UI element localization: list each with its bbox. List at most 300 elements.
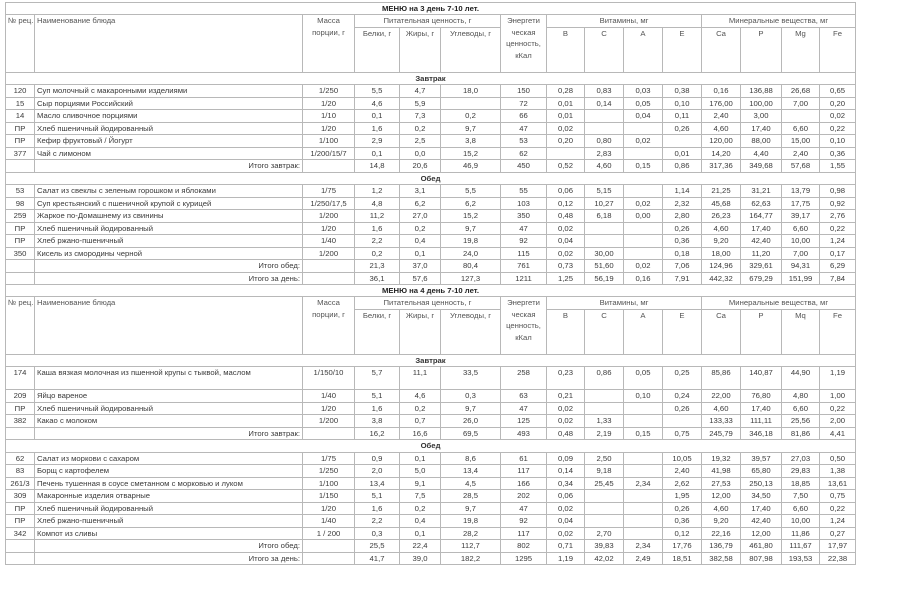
value-b: 0,01	[547, 97, 585, 110]
value-ca: 26,23	[702, 210, 741, 223]
portion-mass: 1/10	[303, 110, 355, 123]
total-p: 349,68	[741, 160, 782, 173]
value-protein: 5,5	[355, 85, 400, 98]
value-ca: 19,32	[702, 452, 741, 465]
total-ca: 245,79	[702, 427, 741, 440]
value-b: 0,09	[547, 452, 585, 465]
dish-name: Хлеб пшеничный йодированный	[35, 122, 303, 135]
header-fe: Fe	[820, 309, 856, 354]
day-total-e: 18,51	[663, 552, 702, 565]
value-p: 100,00	[741, 97, 782, 110]
total-p: 346,18	[741, 427, 782, 440]
day-total-c: 56,19	[585, 272, 624, 285]
recipe-number: ПР	[6, 235, 35, 248]
total-carbs: 80,4	[441, 260, 501, 273]
value-c	[585, 222, 624, 235]
value-protein: 5,1	[355, 490, 400, 503]
value-fe: 0,17	[820, 247, 856, 260]
value-fat: 3,1	[400, 185, 441, 198]
meal-heading-row	[6, 354, 856, 367]
value-p: 17,40	[741, 402, 782, 415]
value-b: 0,14	[547, 465, 585, 478]
recipe-number: 83	[6, 465, 35, 478]
value-fat: 9,1	[400, 477, 441, 490]
empty-cell	[303, 272, 355, 285]
meal-heading: Завтрак	[6, 72, 856, 85]
value-c: 6,18	[585, 210, 624, 223]
portion-mass: 1/100	[303, 477, 355, 490]
recipe-number: ПР	[6, 502, 35, 515]
value-ca: 18,00	[702, 247, 741, 260]
total-protein: 14,8	[355, 160, 400, 173]
total-c: 51,60	[585, 260, 624, 273]
value-fat: 0,1	[400, 247, 441, 260]
value-ca: 22,16	[702, 527, 741, 540]
value-c	[585, 122, 624, 135]
meal-heading: Обед	[6, 172, 856, 185]
value-e: 0,18	[663, 247, 702, 260]
total-carbs: 46,9	[441, 160, 501, 173]
dish-name: Хлеб ржано-пшеничный	[35, 515, 303, 528]
value-mg: 15,00	[782, 135, 820, 148]
value-carbs: 19,8	[441, 235, 501, 248]
dish-name: Какао с молоком	[35, 415, 303, 428]
value-mg: 7,50	[782, 490, 820, 503]
value-energy: 47	[501, 122, 547, 135]
value-p: 17,40	[741, 122, 782, 135]
meal-heading: Завтрак	[6, 354, 856, 367]
value-fe: 0,10	[820, 135, 856, 148]
day-title: МЕНЮ на 3 день 7-10 лет.	[6, 3, 856, 15]
value-mg: 11,86	[782, 527, 820, 540]
meal-heading-row	[6, 172, 856, 185]
value-energy: 117	[501, 527, 547, 540]
value-a: 0,05	[624, 367, 663, 390]
empty-cell	[6, 260, 35, 273]
day-total-a: 0,16	[624, 272, 663, 285]
value-a: 0,02	[624, 197, 663, 210]
value-a: 0,10	[624, 390, 663, 403]
total-a: 0,15	[624, 427, 663, 440]
value-fat: 0,4	[400, 235, 441, 248]
total-mg: 94,31	[782, 260, 820, 273]
value-carbs: 8,6	[441, 452, 501, 465]
value-fe: 13,61	[820, 477, 856, 490]
total-c: 39,83	[585, 540, 624, 553]
value-carbs: 6,2	[441, 197, 501, 210]
header-mass: Масса порции, г	[303, 297, 355, 355]
value-mg: 27,03	[782, 452, 820, 465]
portion-mass: 1/150/10	[303, 367, 355, 390]
value-protein: 2,0	[355, 465, 400, 478]
dish-row	[6, 402, 856, 415]
recipe-number: ПР	[6, 515, 35, 528]
value-mg: 4,80	[782, 390, 820, 403]
value-c: 0,14	[585, 97, 624, 110]
value-c: 2,83	[585, 147, 624, 160]
total-e: 0,75	[663, 427, 702, 440]
value-e: 2,40	[663, 465, 702, 478]
header-row	[6, 15, 856, 28]
dish-name: Салат из свеклы с зеленым горошком и яблоками	[35, 185, 303, 198]
value-c: 30,00	[585, 247, 624, 260]
value-fat: 0,7	[400, 415, 441, 428]
dish-row	[6, 185, 856, 198]
value-ca: 4,60	[702, 122, 741, 135]
empty-cell	[303, 260, 355, 273]
value-ca: 22,00	[702, 390, 741, 403]
value-p: 111,11	[741, 415, 782, 428]
dish-row	[6, 97, 856, 110]
header-vit-c: C	[585, 27, 624, 72]
value-mg: 25,56	[782, 415, 820, 428]
value-protein: 1,2	[355, 185, 400, 198]
value-carbs: 0,2	[441, 110, 501, 123]
value-b	[547, 147, 585, 160]
header-energy: Энергети ческая ценность, кКал	[501, 297, 547, 355]
value-carbs: 15,2	[441, 147, 501, 160]
total-energy: 761	[501, 260, 547, 273]
day-total-fat: 39,0	[400, 552, 441, 565]
value-mg: 13,79	[782, 185, 820, 198]
dish-row	[6, 415, 856, 428]
portion-mass: 1/75	[303, 185, 355, 198]
empty-cell	[303, 427, 355, 440]
day-total-energy: 1211	[501, 272, 547, 285]
value-c: 5,15	[585, 185, 624, 198]
header-fat: Жиры, г	[400, 27, 441, 72]
value-a: 0,00	[624, 210, 663, 223]
value-c: 9,18	[585, 465, 624, 478]
value-fat: 0,4	[400, 515, 441, 528]
header-mass: Масса порции, г	[303, 15, 355, 73]
portion-mass: 1/250/17,5	[303, 197, 355, 210]
empty-cell	[303, 552, 355, 565]
recipe-number: ПР	[6, 222, 35, 235]
value-protein: 2,2	[355, 235, 400, 248]
value-fe: 0,75	[820, 490, 856, 503]
recipe-number: 62	[6, 452, 35, 465]
total-a: 2,34	[624, 540, 663, 553]
dish-name: Макаронные изделия отварные	[35, 490, 303, 503]
empty-cell	[6, 427, 35, 440]
value-fe: 0,22	[820, 402, 856, 415]
dish-name: Хлеб пшеничный йодированный	[35, 402, 303, 415]
header-energy: Энергети ческая ценность, кКал	[501, 15, 547, 73]
value-a	[624, 402, 663, 415]
value-e: 0,12	[663, 527, 702, 540]
total-c: 4,60	[585, 160, 624, 173]
dish-name: Хлеб пшеничный йодированный	[35, 502, 303, 515]
value-fe: 0,22	[820, 122, 856, 135]
day-total-carbs: 182,2	[441, 552, 501, 565]
value-b: 0,02	[547, 247, 585, 260]
value-e: 0,26	[663, 122, 702, 135]
dish-row	[6, 452, 856, 465]
value-energy: 55	[501, 185, 547, 198]
day-total-row	[6, 552, 856, 565]
dish-row	[6, 235, 856, 248]
total-ca: 136,79	[702, 540, 741, 553]
portion-mass: 1/40	[303, 390, 355, 403]
day-total-p: 807,98	[741, 552, 782, 565]
value-a: 2,34	[624, 477, 663, 490]
total-e: 17,76	[663, 540, 702, 553]
value-mg: 26,68	[782, 85, 820, 98]
day-total-c: 42,02	[585, 552, 624, 565]
value-e: 0,26	[663, 222, 702, 235]
total-energy: 493	[501, 427, 547, 440]
total-energy: 802	[501, 540, 547, 553]
value-b: 0,12	[547, 197, 585, 210]
value-fe: 0,98	[820, 185, 856, 198]
value-b: 0,34	[547, 477, 585, 490]
day-total-carbs: 127,3	[441, 272, 501, 285]
value-fe: 1,38	[820, 465, 856, 478]
meal-total-label: Итого завтрак:	[35, 160, 303, 173]
value-ca: 4,60	[702, 402, 741, 415]
total-e: 7,06	[663, 260, 702, 273]
header-name: Наименование блюда	[35, 297, 303, 355]
dish-name: Масло сливочное порциями	[35, 110, 303, 123]
portion-mass: 1/250	[303, 85, 355, 98]
dish-row	[6, 110, 856, 123]
value-b: 0,02	[547, 527, 585, 540]
value-energy: 47	[501, 402, 547, 415]
empty-cell	[6, 272, 35, 285]
header-carbs: Углеводы, г	[441, 309, 501, 354]
total-protein: 25,5	[355, 540, 400, 553]
day-total-p: 679,29	[741, 272, 782, 285]
recipe-number: 377	[6, 147, 35, 160]
header-vit-a: A	[624, 309, 663, 354]
value-p: 62,63	[741, 197, 782, 210]
day-total-fat: 57,6	[400, 272, 441, 285]
value-p: 39,57	[741, 452, 782, 465]
dish-name: Хлеб ржано-пшеничный	[35, 235, 303, 248]
header-carbs: Углеводы, г	[441, 27, 501, 72]
header-protein: Белки, г	[355, 27, 400, 72]
value-e: 0,36	[663, 515, 702, 528]
total-mg: 111,67	[782, 540, 820, 553]
value-mg: 6,60	[782, 502, 820, 515]
value-p: 17,40	[741, 222, 782, 235]
value-a	[624, 527, 663, 540]
dish-row	[6, 490, 856, 503]
value-ca: 0,16	[702, 85, 741, 98]
recipe-number: 309	[6, 490, 35, 503]
value-carbs: 26,0	[441, 415, 501, 428]
day-total-mg: 193,53	[782, 552, 820, 565]
recipe-number: 259	[6, 210, 35, 223]
portion-mass: 1/150	[303, 490, 355, 503]
value-fe: 2,76	[820, 210, 856, 223]
dish-row	[6, 477, 856, 490]
value-fat: 2,5	[400, 135, 441, 148]
recipe-number: ПР	[6, 135, 35, 148]
value-p: 3,00	[741, 110, 782, 123]
dish-row	[6, 502, 856, 515]
value-energy: 63	[501, 390, 547, 403]
value-ca: 4,60	[702, 222, 741, 235]
total-fe: 1,55	[820, 160, 856, 173]
value-ca: 120,00	[702, 135, 741, 148]
total-ca: 124,96	[702, 260, 741, 273]
day-total-a: 2,49	[624, 552, 663, 565]
value-p: 42,40	[741, 515, 782, 528]
dish-row	[6, 135, 856, 148]
recipe-number: 350	[6, 247, 35, 260]
value-p: 11,20	[741, 247, 782, 260]
dish-name: Кефир фруктовый / Йогурт	[35, 135, 303, 148]
value-p: 65,80	[741, 465, 782, 478]
empty-cell	[6, 160, 35, 173]
value-fe: 0,92	[820, 197, 856, 210]
value-e: 0,36	[663, 235, 702, 248]
dish-name: Компот из сливы	[35, 527, 303, 540]
header-vitamins: Витамины, мг	[547, 15, 702, 28]
header-num: № рец.	[6, 297, 35, 355]
portion-mass: 1/20	[303, 97, 355, 110]
value-b: 0,02	[547, 502, 585, 515]
value-e: 0,24	[663, 390, 702, 403]
value-ca: 2,40	[702, 110, 741, 123]
value-a	[624, 235, 663, 248]
recipe-number: 14	[6, 110, 35, 123]
value-energy: 258	[501, 367, 547, 390]
header-protein: Белки, г	[355, 309, 400, 354]
value-e	[663, 135, 702, 148]
meal-total-row	[6, 427, 856, 440]
value-c	[585, 390, 624, 403]
dish-name: Салат из моркови с сахаром	[35, 452, 303, 465]
portion-mass: 1/200	[303, 247, 355, 260]
value-carbs: 0,3	[441, 390, 501, 403]
value-e: 10,05	[663, 452, 702, 465]
value-energy: 53	[501, 135, 547, 148]
value-a	[624, 415, 663, 428]
value-b: 0,28	[547, 85, 585, 98]
dish-row	[6, 465, 856, 478]
recipe-number: 261/3	[6, 477, 35, 490]
header-vit-c: C	[585, 309, 624, 354]
value-carbs: 3,8	[441, 135, 501, 148]
value-mg: 7,00	[782, 97, 820, 110]
value-ca: 176,00	[702, 97, 741, 110]
value-ca: 85,86	[702, 367, 741, 390]
value-a	[624, 147, 663, 160]
value-protein: 3,8	[355, 415, 400, 428]
value-a	[624, 452, 663, 465]
value-energy: 202	[501, 490, 547, 503]
value-c: 0,83	[585, 85, 624, 98]
dish-name: Печень тушенная в соусе сметанном с морковью и луком	[35, 477, 303, 490]
total-protein: 16,2	[355, 427, 400, 440]
portion-mass: 1/20	[303, 222, 355, 235]
value-c	[585, 515, 624, 528]
value-a	[624, 185, 663, 198]
dish-name: Жаркое по-Домашнему из свинины	[35, 210, 303, 223]
header-ca: Ca	[702, 27, 741, 72]
dish-name: Чай с лимоном	[35, 147, 303, 160]
value-fe: 0,50	[820, 452, 856, 465]
day-total-label: Итого за день:	[35, 272, 303, 285]
value-b: 0,02	[547, 402, 585, 415]
header-nutrition: Питательная ценность, г	[355, 15, 501, 28]
portion-mass: 1/20	[303, 122, 355, 135]
total-b: 0,48	[547, 427, 585, 440]
total-p: 329,61	[741, 260, 782, 273]
value-fat: 11,1	[400, 367, 441, 390]
value-e: 1,14	[663, 185, 702, 198]
dish-row	[6, 210, 856, 223]
value-fe: 0,22	[820, 502, 856, 515]
dish-name: Хлеб пшеничный йодированный	[35, 222, 303, 235]
value-e: 2,80	[663, 210, 702, 223]
dish-name: Сыр порциями Российский	[35, 97, 303, 110]
day-total-protein: 36,1	[355, 272, 400, 285]
value-energy: 92	[501, 515, 547, 528]
value-protein: 2,2	[355, 515, 400, 528]
dish-name: Суп крестьянский с пшеничной крупой с курицей	[35, 197, 303, 210]
value-c: 10,27	[585, 197, 624, 210]
value-p: 88,00	[741, 135, 782, 148]
header-nutrition: Питательная ценность, г	[355, 297, 501, 310]
header-vit-a: A	[624, 27, 663, 72]
meal-total-row	[6, 540, 856, 553]
value-energy: 72	[501, 97, 547, 110]
value-p: 34,50	[741, 490, 782, 503]
value-mg: 6,60	[782, 222, 820, 235]
day-title: МЕНЮ на 4 день 7-10 лет.	[6, 285, 856, 297]
value-protein: 5,7	[355, 367, 400, 390]
value-fat: 7,5	[400, 490, 441, 503]
value-ca: 21,25	[702, 185, 741, 198]
value-p: 164,77	[741, 210, 782, 223]
value-protein: 13,4	[355, 477, 400, 490]
value-fe: 0,20	[820, 97, 856, 110]
value-fat: 5,0	[400, 465, 441, 478]
value-ca: 27,53	[702, 477, 741, 490]
value-b: 0,02	[547, 122, 585, 135]
value-carbs: 24,0	[441, 247, 501, 260]
day-total-fe: 7,84	[820, 272, 856, 285]
meal-total-label: Итого обед:	[35, 540, 303, 553]
value-carbs	[441, 97, 501, 110]
day-total-e: 7,91	[663, 272, 702, 285]
value-p: 42,40	[741, 235, 782, 248]
value-energy: 115	[501, 247, 547, 260]
value-protein: 0,3	[355, 527, 400, 540]
total-mg: 81,86	[782, 427, 820, 440]
value-fe: 0,36	[820, 147, 856, 160]
value-a: 0,03	[624, 85, 663, 98]
value-e: 0,38	[663, 85, 702, 98]
value-c: 2,70	[585, 527, 624, 540]
value-fe: 0,27	[820, 527, 856, 540]
value-c	[585, 502, 624, 515]
value-mg: 10,00	[782, 515, 820, 528]
value-carbs: 15,2	[441, 210, 501, 223]
value-e: 2,32	[663, 197, 702, 210]
value-a	[624, 465, 663, 478]
portion-mass: 1/40	[303, 515, 355, 528]
empty-cell	[6, 552, 35, 565]
total-b: 0,73	[547, 260, 585, 273]
value-protein: 1,6	[355, 402, 400, 415]
total-protein: 21,3	[355, 260, 400, 273]
value-fe: 1,19	[820, 367, 856, 390]
